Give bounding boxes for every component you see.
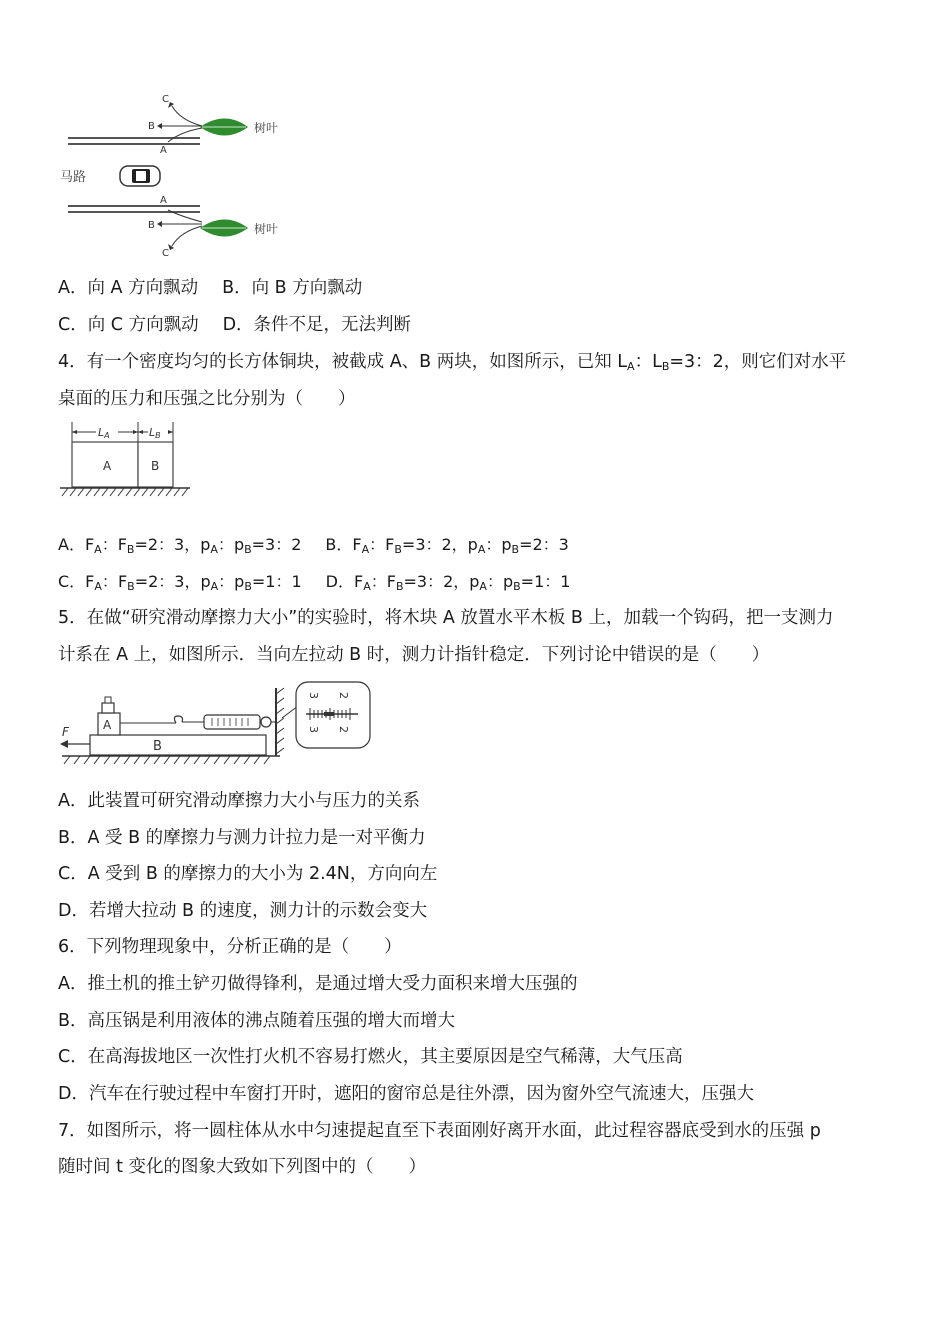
svg-text:A: A xyxy=(103,459,112,473)
label-c-top: C xyxy=(162,94,169,105)
q4-options-row1 xyxy=(58,533,569,562)
leaf-label-bottom: 树叶 xyxy=(254,222,279,236)
q4-option-d: D．$F_A$：$F_B=3$：2，$p_A$：$p_B=1$：1 xyxy=(325,572,571,593)
q3-options-row1 xyxy=(58,276,362,300)
q6-option-c: C．在高海拔地区一次性打火机不容易打燃火，其主要原因是空气稀薄，大气压高 xyxy=(58,1047,683,1067)
svg-text:LA: LA xyxy=(98,426,110,440)
q5-option-a: A．此装置可研究滑动摩擦力大小与压力的关系 xyxy=(58,791,420,811)
svg-text:F: F xyxy=(62,725,69,739)
q4-option-c: C．$F_A$：$F_B=2$：3，$p_A$：$p_B=1$：1 xyxy=(58,572,302,593)
svg-text:2: 2 xyxy=(337,726,350,733)
q3-option-b: B．向 B 方向飘动 xyxy=(222,278,363,298)
q3-option-a: A．向 A 方向飘动 xyxy=(58,278,199,298)
q5-stem-line1: 5．在做“研究滑动摩擦力大小”的实验时，将木块 A 放置水平木板 B 上，加载一个钩码，把一支测力 xyxy=(58,608,834,628)
label-c-bottom: C xyxy=(162,248,169,259)
svg-text:3: 3 xyxy=(307,692,320,699)
board-b xyxy=(90,735,266,755)
q4-stem-line2: 桌面的压力和压强之比分别为（ ） xyxy=(58,389,356,409)
svg-text:B: B xyxy=(151,459,160,473)
label-a-bottom: A xyxy=(160,195,167,206)
q4-option-a: A．$F_A$：$F_B=2$：3，$p_A$：$p_B=3$：2 xyxy=(58,535,302,556)
road-label: 马路 xyxy=(60,170,87,185)
label-a-top: A xyxy=(160,145,167,156)
label-b-top: B xyxy=(148,121,155,132)
q6-option-a: A．推土机的推土铲刃做得锋利，是通过增大受力面积来增大压强的 xyxy=(58,974,578,994)
label-b-bottom: B xyxy=(148,220,155,231)
q7-stem-line2: 随时间 t 变化的图象大致如下列图中的（ ） xyxy=(58,1157,426,1177)
hook-weight xyxy=(102,703,114,713)
leaf-icon xyxy=(200,119,248,136)
q3-options-row2 xyxy=(58,313,411,337)
car-icon xyxy=(120,166,160,186)
leaf-icon xyxy=(200,220,248,237)
svg-text:3: 3 xyxy=(307,726,320,733)
svg-text:LB: LB xyxy=(149,426,161,440)
svg-text:2: 2 xyxy=(337,692,350,699)
copper-block-figure xyxy=(60,420,195,500)
q3-option-c: C．向 C 方向飘动 xyxy=(58,315,199,335)
svg-text:B: B xyxy=(153,739,162,754)
leaf-label-top: 树叶 xyxy=(254,121,279,135)
road-leaf-figure xyxy=(60,90,290,260)
q3-option-d: D．条件不足，无法判断 xyxy=(222,315,412,335)
q4-option-b: B．$F_A$：$F_B=3$：2，$p_A$：$p_B=2$：3 xyxy=(325,535,569,556)
q4-stem-line1: 4．有一个密度均匀的长方体铜块，被截成 A、B 两块，如图所示，已知 $L_A$：$L_B=3$：2，则它们对水平 xyxy=(58,352,847,373)
q5-option-b: B．A 受 B 的摩擦力与测力计拉力是一对平衡力 xyxy=(58,828,426,848)
q7-stem-line1: 7．如图所示，将一圆柱体从水中匀速提起直至下表面刚好离开水面，此过程容器底受到水的压强 p xyxy=(58,1121,821,1141)
q6-stem: 6．下列物理现象中，分析正确的是（ ） xyxy=(58,937,402,957)
q6-option-d: D．汽车在行驶过程中车窗打开时，遮阳的窗帘总是往外漂，因为窗外空气流速大，压强大 xyxy=(58,1084,754,1104)
q5-option-d: D．若增大拉动 B 的速度，测力计的示数会变大 xyxy=(58,901,428,921)
friction-experiment-figure xyxy=(58,678,376,768)
q4-options-row2 xyxy=(58,570,570,599)
svg-text:A: A xyxy=(103,718,112,732)
q6-option-b: B．高压锅是利用液体的沸点随着压强的增大而增大 xyxy=(58,1011,456,1031)
q5-stem-line2: 计系在 A 上，如图所示．当向左拉动 B 时，测力计指针稳定．下列讨论中错误的是（ ） xyxy=(58,645,770,665)
q5-option-c: C．A 受到 B 的摩擦力的大小为 2.4N，方向向左 xyxy=(58,864,438,884)
